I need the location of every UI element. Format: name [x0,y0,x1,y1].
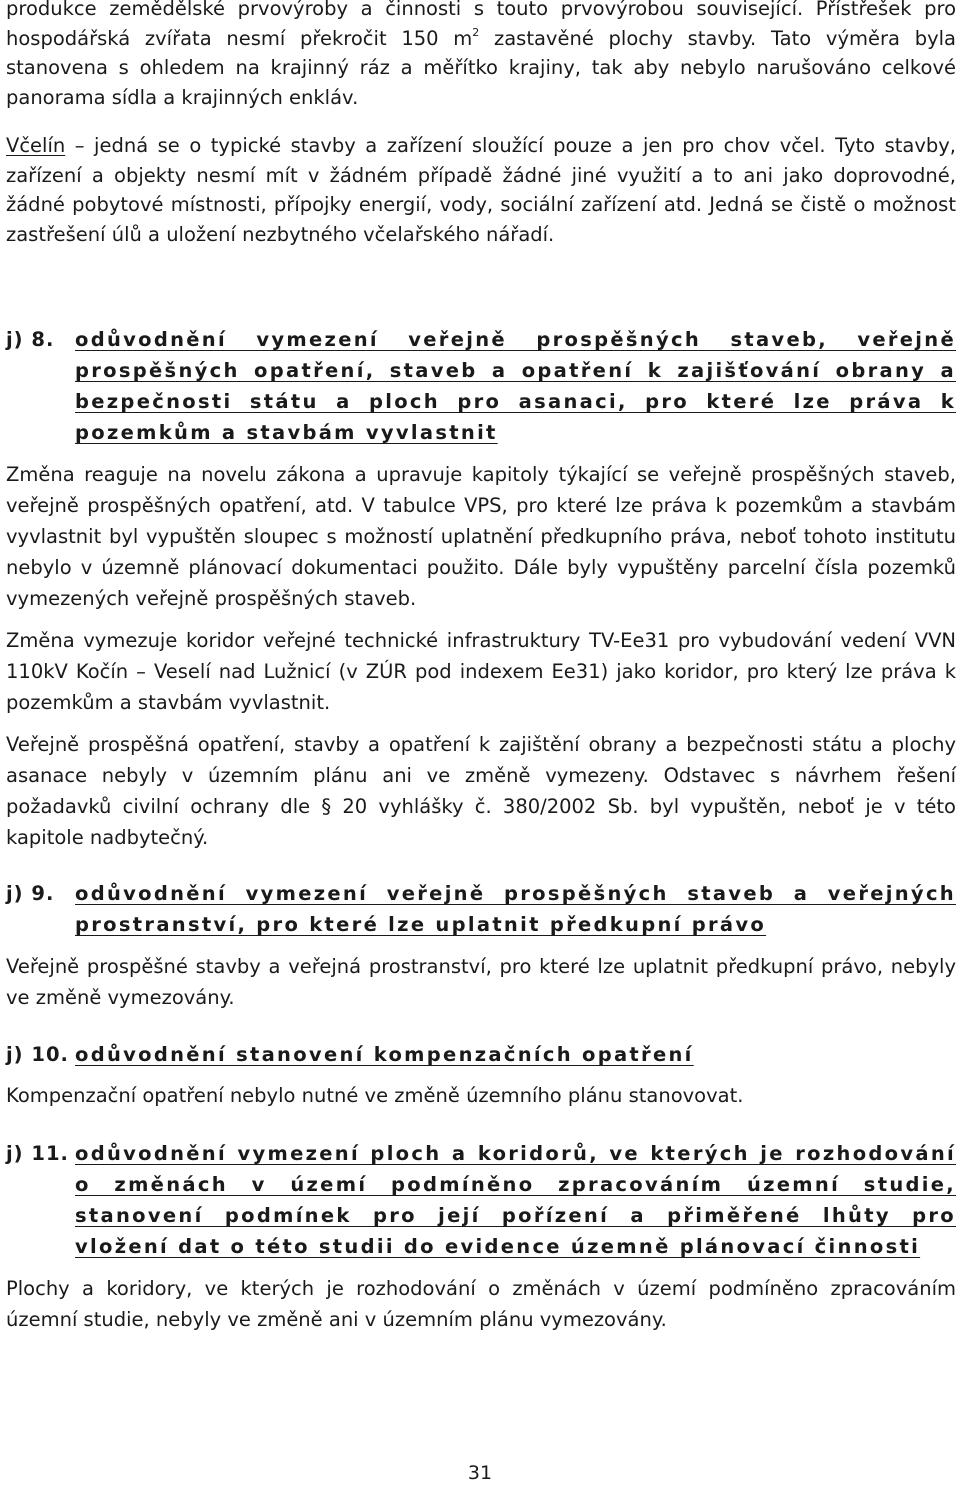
superscript: 2 [472,25,480,39]
section-heading-j10 [6,1039,956,1070]
section-title: odůvodnění vymezení veřejně prospěšných staveb, veřejně prospěšných opatření, staveb a opatření k zajišťování obrany a bezpečnosti státu a ploch pro asanaci, pro které lze práva k pozemkům a stavbám vyvlastnit [75,328,956,444]
paragraph-j8-1: Změna reaguje na novelu zákona a upravuje kapitoly týkající se veřejně prospěšných staveb, veřejně prospěšných opatření, atd. V tabulce VPS, pro které lze práva k pozemkům a stavbám vyvlastnit byl vypuštěn sloupec s možností uplatnění předkupního práva, neboť tohoto institutu nebylo v územně plánovací dokumentaci použito. Dále byly vypuštěny parcelní čísla pozemků vymezených veřejně prospěšných staveb. [6,463,956,610]
section-heading-j9 [6,878,956,940]
section-number: j) 9. [6,882,55,905]
section-heading-j11 [6,1138,956,1262]
paragraph-j8-2: Změna vymezuje koridor veřejné technické infrastruktury TV-Ee31 pro vybudování vedení VVN 110kV Kočín – Veselí nad Lužnicí (v ZÚR pod indexem Ee31) jako koridor, pro který lze práva k pozemkům a stavbám vyvlastnit. [6,629,956,714]
section-number: j) 8. [6,328,55,351]
section-number: j) 10. [6,1043,69,1066]
paragraph-j8-3: Veřejně prospěšná opatření, stavby a opatření k zajištění obrany a bezpečnosti státu a plochy asanace nebyly v územním plánu ani ve změně vymezeny. Odstavec s návrhem řešení požadavků civilní ochrany dle § 20 vyhlášky č. 380/2002 Sb. byl vypuštěn, neboť je v této kapitole nadbytečný. [6,733,956,849]
section-title: odůvodnění stanovení kompenzačních opatření [75,1043,694,1066]
paragraph-text-continued: zastavěné plochy stavby. Tato výměra byla stanovena s ohledem na krajinný ráz a měřítko krajiny, tak aby nebylo narušováno celkové panorama sídla a krajinných enkláv. [6,26,956,109]
section-heading-j8 [6,324,956,448]
paragraph-j9: Veřejně prospěšné stavby a veřejná prostranství, pro které lze uplatnit předkupní právo, nebyly ve změně vymezovány. [6,955,956,1009]
term-vcelin: Včelín [6,134,66,157]
paragraph-j11: Plochy a koridory, ve kterých je rozhodování o změnách v území podmíněno zpracováním územní studie, nebyly ve změně ani v územním plánu vymezovány. [6,1277,956,1331]
section-title: odůvodnění vymezení veřejně prospěšných staveb a veřejných prostranství, pro které lze uplatnit předkupní právo [75,882,956,936]
paragraph-livestock-shelter [6,0,956,112]
paragraph-text: produkce zemědělské prvovýroby a činnosti s touto prvovýrobou související. Přístřešek pro hospodářská zvířata nesmí překročit 150 m [6,0,956,50]
section-number: j) 11. [6,1142,69,1165]
section-title: odůvodnění vymezení ploch a koridorů, ve kterých je rozhodování o změnách v území podmíněno zpracováním územní studie, stanovení podmínek pro její pořízení a přiměřené lhůty pro vložení dat o této studii do evidence územně plánovací činnosti [75,1142,956,1258]
paragraph-vcelin [6,131,956,249]
paragraph-j10: Kompenzační opatření nebylo nutné ve změně územního plánu stanovovat. [6,1084,744,1107]
page-number: 31 [467,1462,493,1484]
paragraph-text: – jedná se o typické stavby a zařízení sloužící pouze a jen pro chov včel. Tyto stavby, zařízení a objekty nesmí mít v žádném případě žádné jiné využití a to ani jako doprovodné, žádné pobytové místnosti, přípojky energií, vody, sociální zařízení atd. Jedná se čistě o možnost zastřešení úlů a uložení nezbytného včelařského nářadí. [6,134,956,246]
